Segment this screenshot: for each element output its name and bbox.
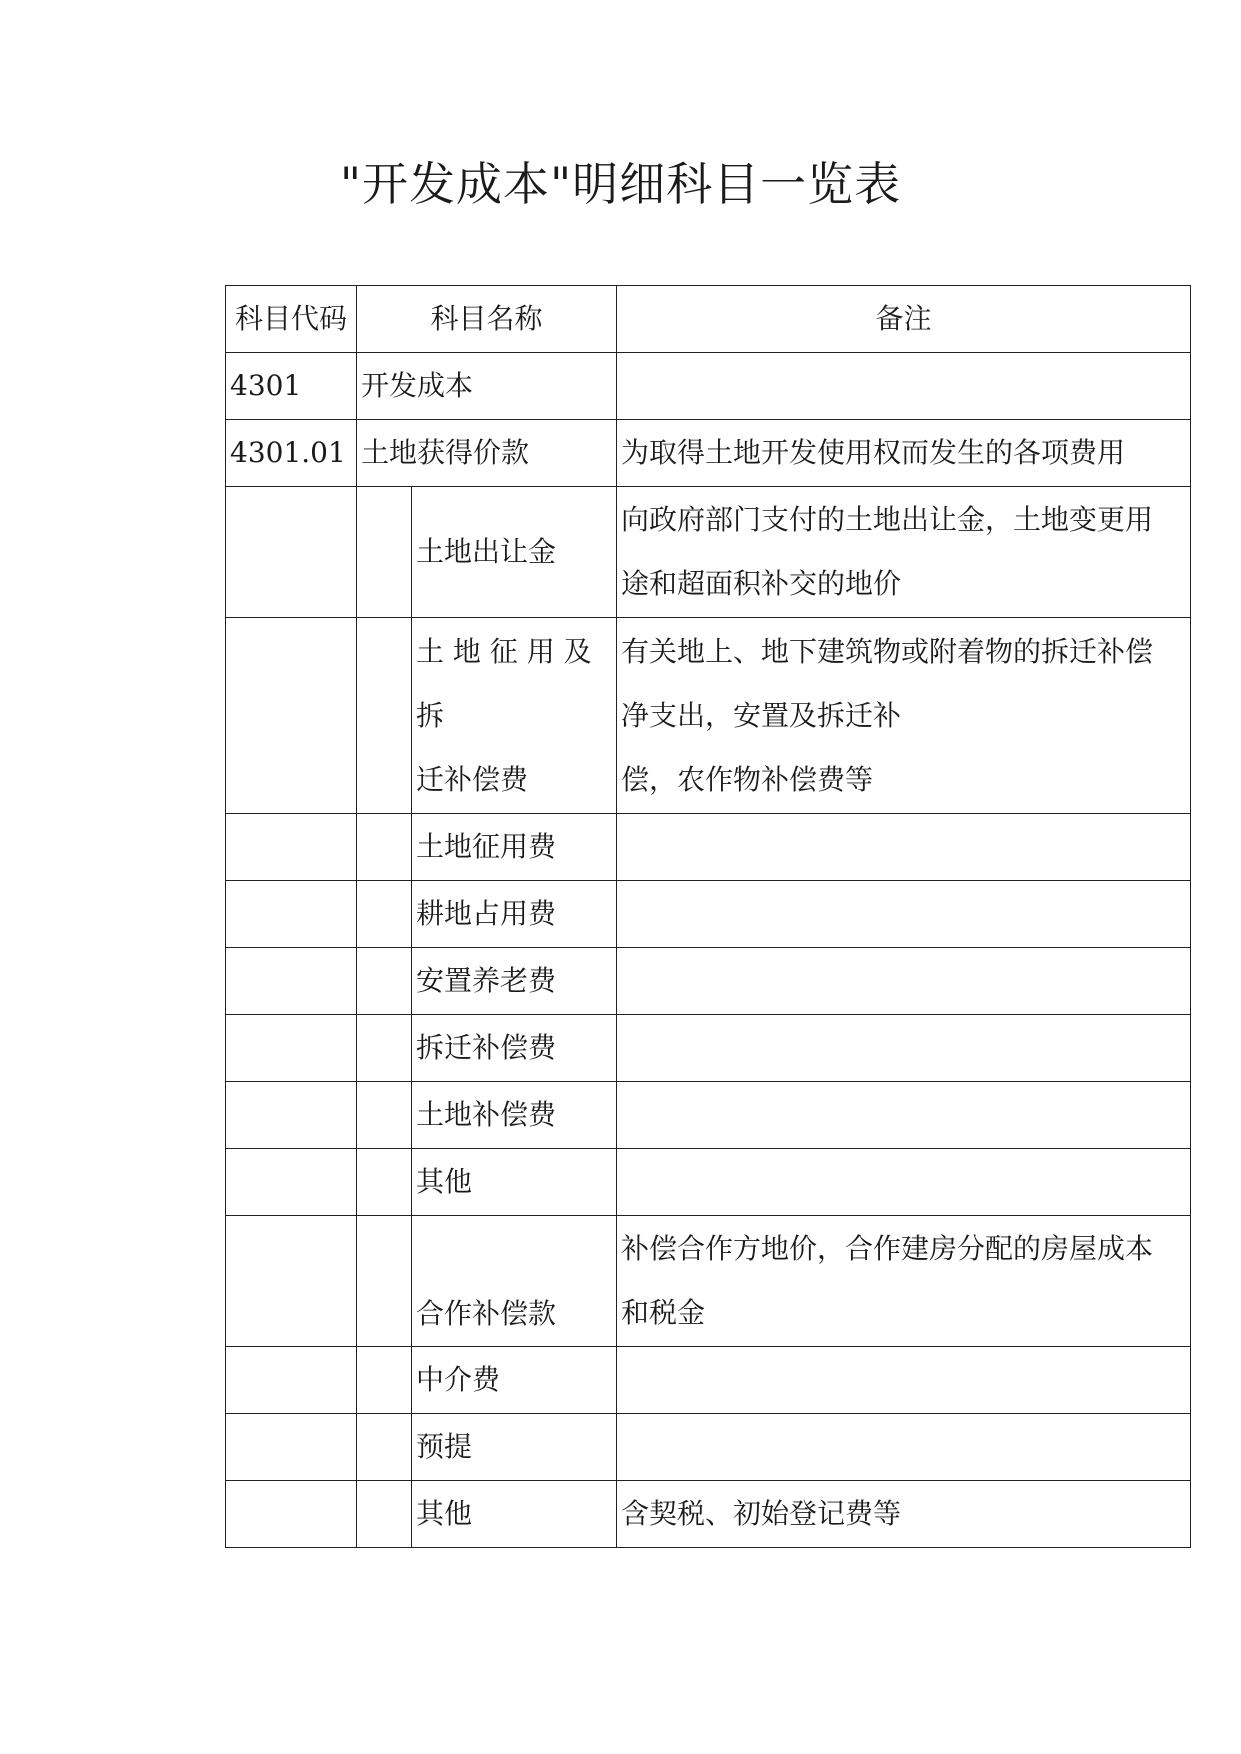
indent-cell (357, 1414, 412, 1481)
empty-code-cell (226, 618, 357, 814)
table-row (226, 420, 1191, 487)
table-header-row (226, 286, 1191, 353)
empty-code-cell (226, 814, 357, 881)
empty-code-cell (226, 1015, 357, 1082)
table-row (226, 1216, 1191, 1347)
subject-code: 4301.01 (226, 420, 357, 487)
name-line: 迁补偿费 (416, 762, 529, 796)
sub-subject-name: 土地补偿费 (412, 1082, 617, 1149)
empty-code-cell (226, 1347, 357, 1414)
subject-code: 4301 (226, 353, 357, 420)
table-row (226, 814, 1191, 881)
indent-cell (357, 814, 412, 881)
table-row (226, 1481, 1191, 1548)
table-row (226, 948, 1191, 1015)
note-line: 向政府部门支付的土地出让金，土地变更用 (621, 503, 1154, 536)
sub-subject-note (617, 814, 1191, 881)
sub-subject-name: 中介费 (412, 1347, 617, 1414)
empty-code-cell (226, 1481, 357, 1548)
sub-subject-name: 土地征用费 (412, 814, 617, 881)
note-line: 和税金 (621, 1296, 706, 1329)
table-row (226, 487, 1191, 618)
note-line: 途和超面积补交的地价 (621, 567, 902, 600)
indent-cell (357, 1149, 412, 1216)
sub-subject-note (617, 1015, 1191, 1082)
table-row (226, 1414, 1191, 1481)
sub-subject-note (617, 1347, 1191, 1414)
sub-subject-note (617, 881, 1191, 948)
indent-cell (357, 1082, 412, 1149)
header-name: 科目名称 (357, 286, 617, 353)
subject-note: 为取得土地开发使用权而发生的各项费用 (617, 420, 1191, 487)
header-code: 科目代码 (226, 286, 357, 353)
sub-subject-name: 土地出让金 (412, 487, 617, 618)
note-line: 有关地上、地下建筑物或附着物的拆迁补偿 (621, 634, 1154, 668)
sub-subject-note (617, 1082, 1191, 1149)
note-line: 偿，农作物补偿费等 (621, 762, 874, 796)
empty-code-cell (226, 487, 357, 618)
table-row (226, 618, 1191, 814)
table-row (226, 353, 1191, 420)
sub-subject-note: 含契税、初始登记费等 (617, 1481, 1191, 1548)
sub-subject-note (617, 1216, 1191, 1347)
subject-name: 开发成本 (357, 353, 617, 420)
indent-cell (357, 881, 412, 948)
sub-subject-name: 安置养老费 (412, 948, 617, 1015)
indent-cell (357, 1347, 412, 1414)
table-row (226, 1347, 1191, 1414)
sub-subject-note (617, 1414, 1191, 1481)
sub-subject-name: 拆迁补偿费 (412, 1015, 617, 1082)
sub-subject-note (617, 487, 1191, 618)
note-line: 净支出，安置及拆迁补 (621, 698, 902, 732)
empty-code-cell (226, 881, 357, 948)
subject-table (225, 285, 1191, 1548)
empty-code-cell (226, 1414, 357, 1481)
sub-subject-name: 其他 (412, 1481, 617, 1548)
indent-cell (357, 1015, 412, 1082)
indent-cell (357, 948, 412, 1015)
table-row (226, 1149, 1191, 1216)
sub-subject-name: 合作补偿款 (412, 1216, 617, 1347)
subject-name: 土地获得价款 (357, 420, 617, 487)
empty-code-cell (226, 1216, 357, 1347)
empty-code-cell (226, 1082, 357, 1149)
table-row (226, 1082, 1191, 1149)
page-title: "开发成本"明细科目一览表 (339, 157, 902, 211)
empty-code-cell (226, 948, 357, 1015)
table-row (226, 881, 1191, 948)
indent-cell (357, 1481, 412, 1548)
sub-subject-name: 预提 (412, 1414, 617, 1481)
header-note: 备注 (617, 286, 1191, 353)
sub-subject-note (617, 1149, 1191, 1216)
indent-cell (357, 1216, 412, 1347)
sub-subject-name (412, 618, 617, 814)
sub-subject-note (617, 618, 1191, 814)
sub-subject-note (617, 948, 1191, 1015)
subject-note (617, 353, 1191, 420)
empty-code-cell (226, 1149, 357, 1216)
note-line: 补偿合作方地价，合作建房分配的房屋成本 (621, 1232, 1154, 1265)
sub-subject-name: 耕地占用费 (412, 881, 617, 948)
name-line: 土 地 征 用 及 拆 (416, 634, 592, 732)
indent-cell (357, 487, 412, 618)
sub-subject-name: 其他 (412, 1149, 617, 1216)
table-row (226, 1015, 1191, 1082)
indent-cell (357, 618, 412, 814)
